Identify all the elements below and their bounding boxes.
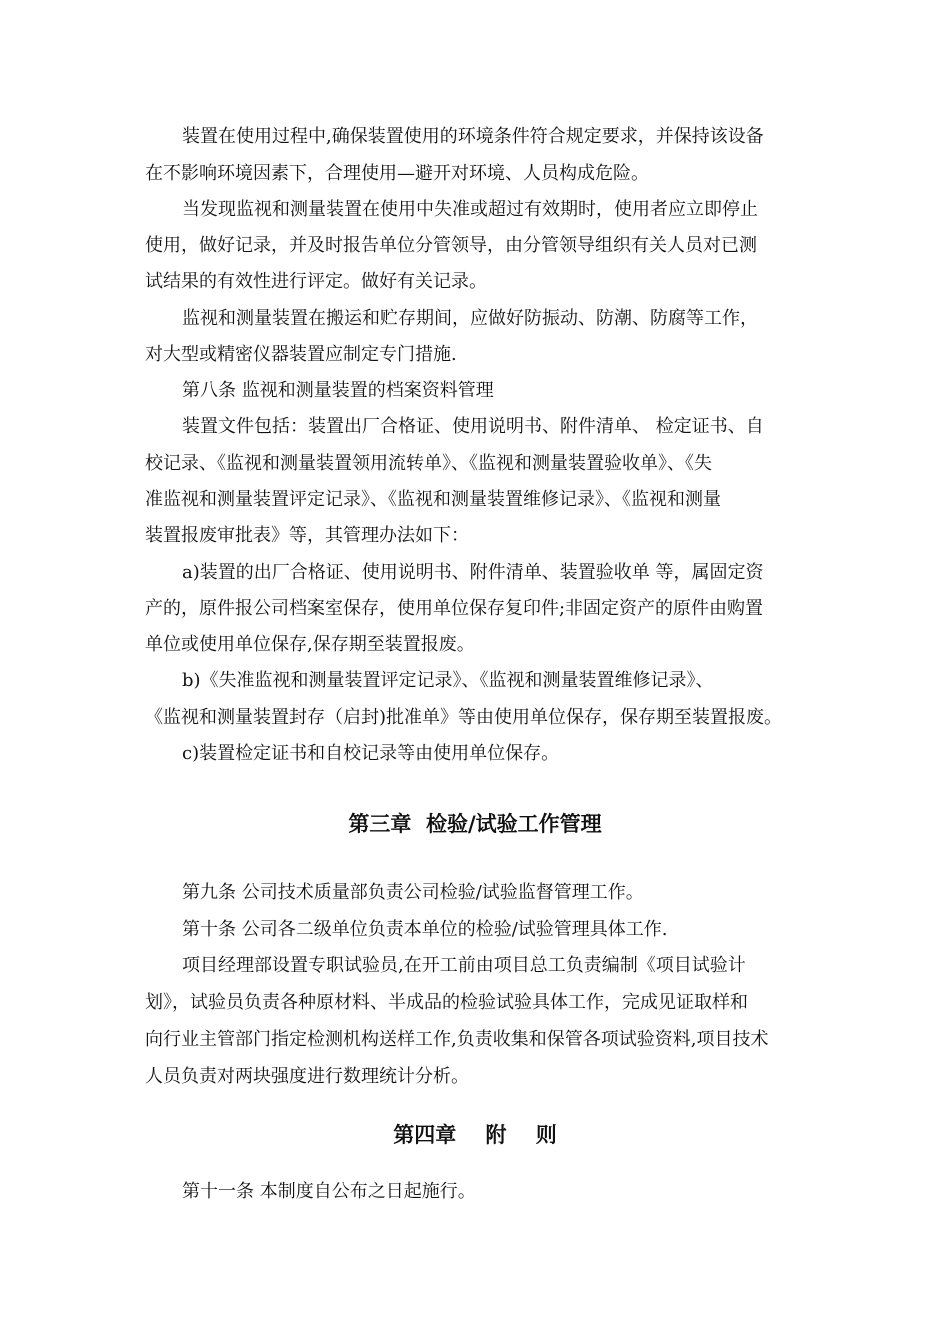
paragraph-line: 《监视和测量装置封存（启封)批准单》等由使用单位保存，保存期至装置报废。: [145, 707, 783, 728]
article-line: 第十一条 本制度自公布之日起施行。: [182, 1181, 476, 1202]
paragraph-line: 向行业主管部门指定检测机构送样工作,负责收集和保管各项试验资料,项目技术: [145, 1029, 769, 1050]
paragraph-line: 准监视和测量装置评定记录》、《监视和测量装置维修记录》、《监视和测量: [145, 489, 721, 510]
paragraph-line: 对大型或精密仪器装置应制定专门措施.: [145, 344, 457, 365]
paragraph-line: 在不影响环境因素下，合理使用—避开对环境、人员构成危险。: [145, 163, 649, 184]
chapter-title: 第四章 附 则: [393, 1122, 557, 1147]
paragraph-line: c)装置检定证书和自校记录等由使用单位保存。: [182, 743, 560, 764]
paragraph-line: 当发现监视和测量装置在使用中失准或超过有效期时，使用者应立即停止: [182, 199, 758, 220]
paragraph-line: b)《失准监视和测量装置评定记录》、《监视和测量装置维修记录》、: [182, 670, 714, 691]
article-line: 第九条 公司技术质量部负责公司检验/试验监督管理工作。: [182, 882, 644, 903]
paragraph-line: 装置在使用过程中,确保装置使用的环境条件符合规定要求，并保持该设备: [182, 126, 764, 147]
paragraph-line: 装置报废审批表》等，其管理办法如下：: [145, 525, 469, 546]
paragraph-line: 试结果的有效性进行评定。做好有关记录。: [145, 271, 487, 292]
paragraph-line: 使用，做好记录，并及时报告单位分管领导，由分管领导组织有关人员对已测: [145, 235, 757, 256]
chapter-title: 第三章 检验/试验工作管理: [348, 811, 602, 836]
paragraph-line: 产的，原件报公司档案室保存，使用单位保存复印件;非固定资产的原件由购置: [145, 598, 764, 619]
article-line: 第十条 公司各二级单位负责本单位的检验/试验管理具体工作.: [182, 919, 668, 940]
paragraph-line: 人员负责对两块强度进行数理统计分析。: [145, 1066, 469, 1087]
article-heading: 第八条 监视和测量装置的档案资料管理: [182, 380, 494, 401]
paragraph-line: 校记录、《监视和测量装置领用流转单》、《监视和测量装置验收单》、《失: [145, 453, 712, 474]
paragraph-line: 监视和测量装置在搬运和贮存期间，应做好防振动、防潮、防腐等工作，: [182, 308, 758, 329]
paragraph-line: a)装置的出厂合格证、使用说明书、附件清单、装置验收单 等，属固定资: [182, 562, 764, 583]
paragraph-line: 装置文件包括：装置出厂合格证、使用说明书、附件清单、 检定证书、自: [182, 416, 764, 437]
paragraph-line: 划》，试验员负责各种原材料、半成品的检验试验具体工作，完成见证取样和: [145, 992, 748, 1013]
paragraph-line: 项目经理部设置专职试验员,在开工前由项目总工负责编制《项目试验计: [182, 955, 746, 976]
paragraph-line: 单位或使用单位保存,保存期至装置报废。: [145, 634, 475, 655]
